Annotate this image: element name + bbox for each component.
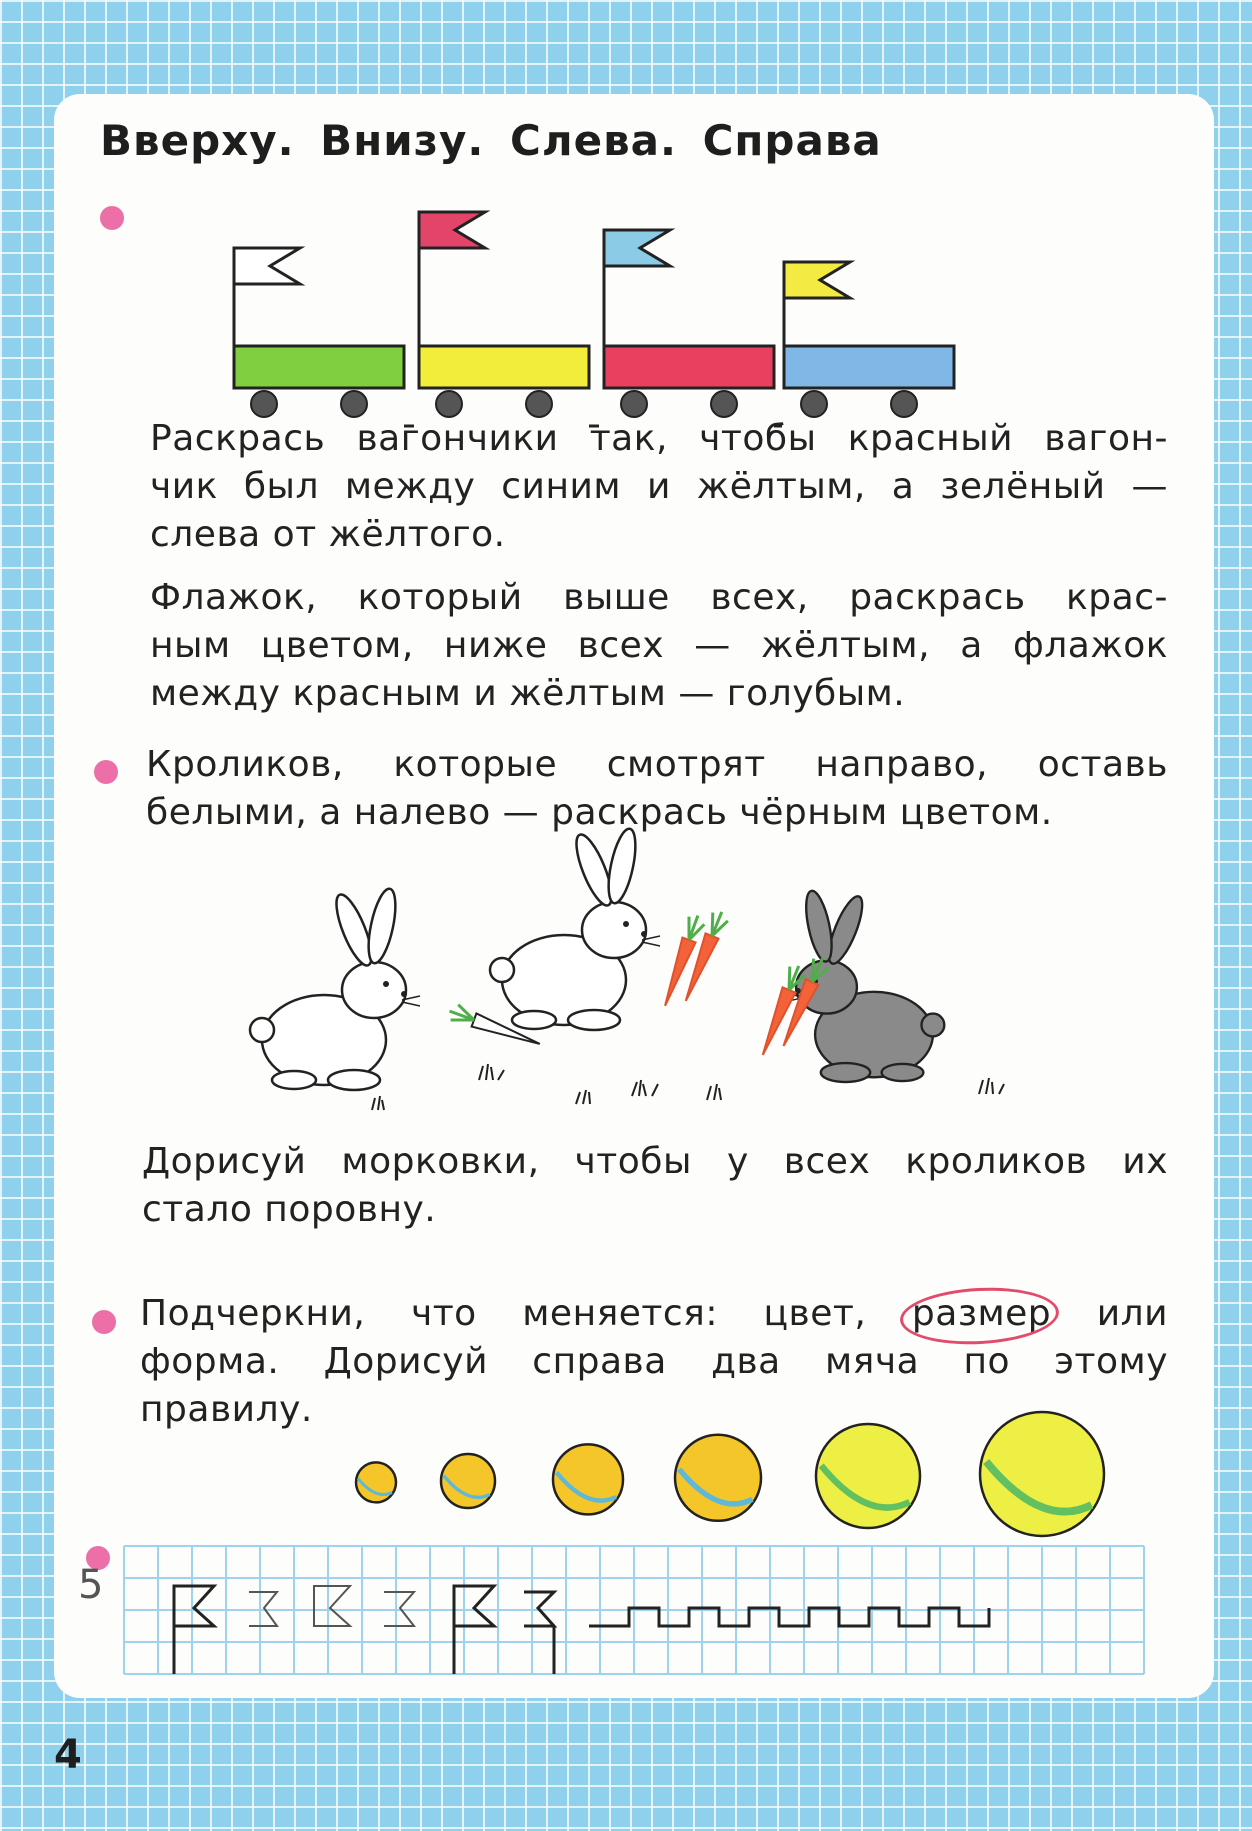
ball-icon — [675, 1435, 761, 1521]
task-bullet-train — [100, 206, 124, 230]
flag-shape — [174, 1586, 214, 1674]
page-number: 4 — [54, 1732, 82, 1778]
text-line: стало поровну. — [142, 1189, 437, 1230]
flag-instructions — [150, 574, 1168, 718]
grid-row-number: 5 — [78, 1562, 104, 1608]
rabbit-instructions — [146, 741, 1168, 837]
text-line: между красным и жёлтым — голубым. — [150, 673, 906, 714]
text-fragment: Подчеркни, что меняется: цвет, — [140, 1293, 867, 1334]
wheel-icon — [341, 391, 367, 417]
train-figure — [234, 188, 1054, 428]
workbook-page — [54, 94, 1214, 1698]
wheel-icon — [436, 391, 462, 417]
text-line: ным цветом, ниже всех — жёлтым, а флажок — [150, 625, 1168, 666]
wagon — [604, 230, 774, 417]
text-line: Дорисуй морковки, чтобы у всех кроликов их — [142, 1141, 1168, 1182]
text-fragment: или — [1096, 1293, 1169, 1334]
wagon — [234, 248, 404, 417]
flag-shape — [524, 1592, 554, 1674]
ball-icon — [816, 1424, 920, 1528]
wheel-icon — [891, 391, 917, 417]
rabbits-figure — [234, 870, 1114, 1130]
train-instructions — [150, 415, 1168, 559]
rabbit-icon — [490, 827, 660, 1030]
flag-shape — [454, 1586, 494, 1674]
page-title: Вверху. Внизу. Слева. Справа — [100, 116, 882, 165]
circled-word: размер — [912, 1290, 1051, 1338]
text-line — [140, 1290, 1168, 1338]
text-line: белыми, а налево — раскрась чёрным цветом. — [146, 792, 1053, 833]
wagon — [784, 262, 954, 417]
flag-icon — [234, 248, 300, 284]
ball-icon — [441, 1454, 495, 1508]
wheel-icon — [711, 391, 737, 417]
flag-pattern — [174, 1586, 989, 1674]
wagon — [419, 212, 589, 417]
text-line: правилу. — [140, 1389, 313, 1430]
task-bullet-rabbits — [94, 760, 118, 784]
text-line: Раскрась вагончики так, чтобы красный вагон- — [150, 418, 1168, 459]
flag-icon — [419, 212, 485, 248]
flag-grid — [124, 1526, 1184, 1676]
text-line: слева от жёлтого. — [150, 514, 506, 555]
flag-icon — [604, 230, 670, 266]
text-line: Флажок, который выше всех, раскрась крас- — [150, 577, 1168, 618]
text-line: Кроликов, которые смотрят направо, оставь — [146, 744, 1168, 785]
wheel-icon — [801, 391, 827, 417]
carrot-instructions — [142, 1138, 1168, 1234]
flag-icon — [784, 262, 850, 298]
wheel-icon — [526, 391, 552, 417]
text-line: форма. Дорисуй справа два мяча по этому — [140, 1341, 1168, 1382]
ball-icon — [356, 1462, 396, 1502]
rabbit-icon — [250, 887, 420, 1090]
task-bullet-balls — [92, 1310, 116, 1334]
ball-icon — [980, 1412, 1104, 1536]
ball-icon — [553, 1444, 623, 1514]
flag-shape — [314, 1586, 350, 1626]
wheel-icon — [251, 391, 277, 417]
text-line: чик был между синим и жёлтым, а зелёный — — [150, 466, 1168, 507]
wheel-icon — [621, 391, 647, 417]
